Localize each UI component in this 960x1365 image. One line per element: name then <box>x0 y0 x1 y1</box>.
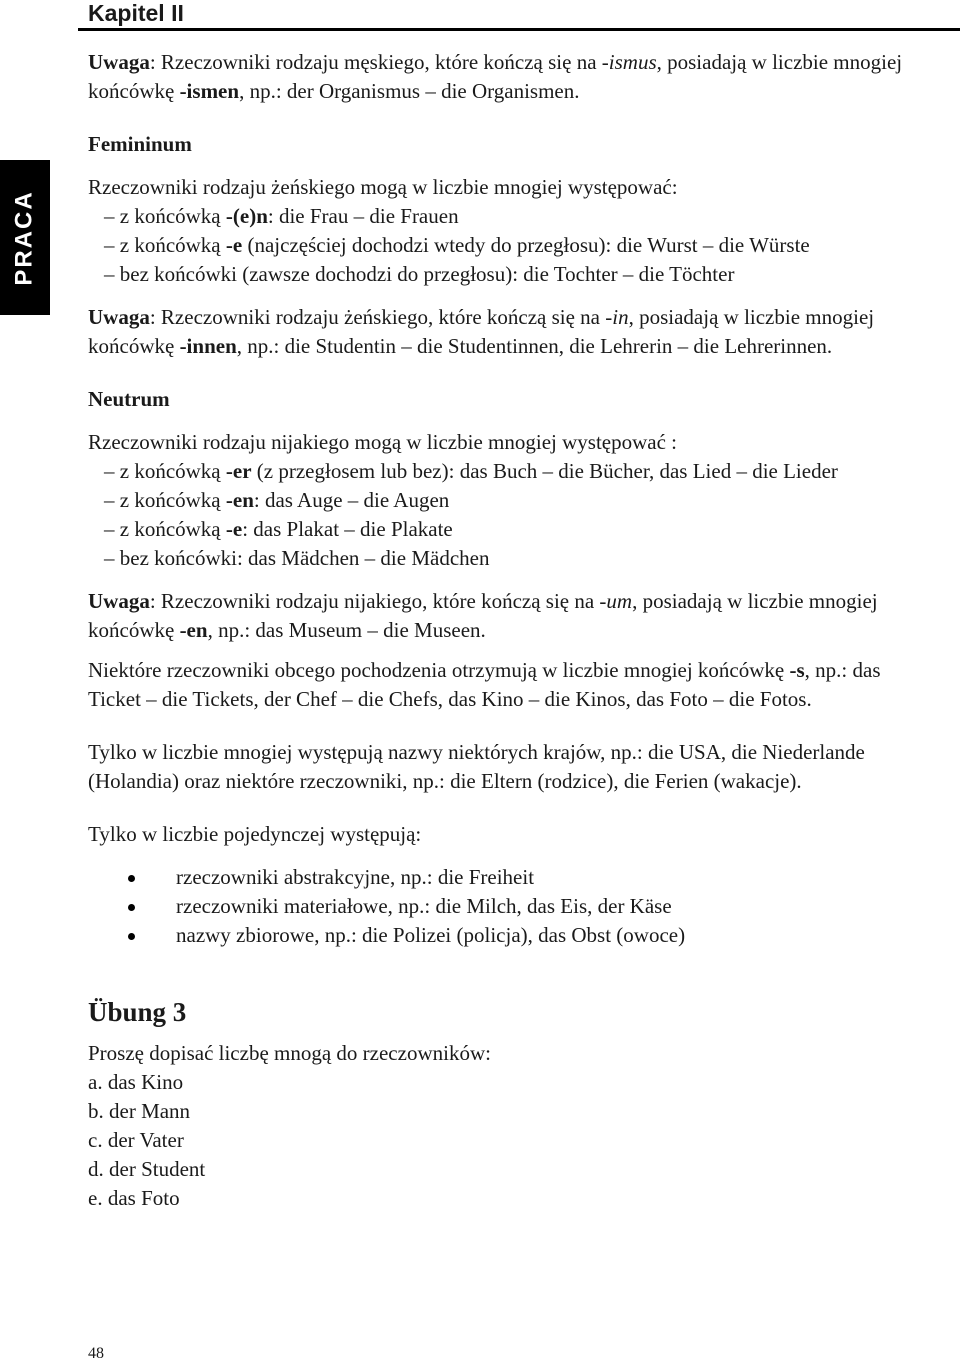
neuter-note: Uwaga: Rzeczowniki rodzaju nijakiego, które kończą się na -um, posiadają w liczbie mnogiej końcówkę -en, np.: das Museum – die Museen. <box>88 589 878 642</box>
masculine-note: Uwaga: Rzeczowniki rodzaju męskiego, które kończą się na -ismus, posiadają w liczbie mnogiej końcówkę -ismen, np.: der Organismus – die Organismen. <box>88 50 903 103</box>
note-label: Uwaga <box>88 50 150 74</box>
singular-only-list <box>88 863 933 950</box>
exercise-item: d. der Student <box>88 1157 206 1181</box>
feminine-note: Uwaga: Rzeczowniki rodzaju żeńskiego, które kończą się na -in, posiadają w liczbie mnogiej końcówkę -innen, np.: die Studentin – die Studentinnen, die Lehrerin – die Lehrerinnen. <box>88 305 875 358</box>
neutrum-intro: Rzeczowniki rodzaju nijakiego mogą w liczbie mnogiej występować : <box>88 430 677 454</box>
section-side-tab <box>0 160 50 315</box>
bullet-item: rzeczowniki materiałowe, np.: die Milch, das Eis, der Käse <box>88 892 933 921</box>
singular-only-intro: Tylko w liczbie pojedynczej występują: <box>88 822 422 846</box>
exercise-item: e. das Foto <box>88 1186 180 1210</box>
list-item: – z końcówką -en: das Auge – die Augen <box>104 488 450 512</box>
list-item: – z końcówką -e: das Plakat – die Plakate <box>104 517 453 541</box>
bullet-icon <box>128 933 135 940</box>
exercise-title: Übung 3 <box>88 997 187 1027</box>
header-rule <box>78 28 960 31</box>
side-tab-label: PRACA <box>11 189 38 286</box>
femininum-intro: Rzeczowniki rodzaju żeńskiego mogą w liczbie mnogiej występować: <box>88 175 678 199</box>
exercise-item: b. der Mann <box>88 1099 191 1123</box>
foreign-words-paragraph: Niektóre rzeczowniki obcego pochodzenia otrzymują w liczbie mnogiej końcówkę -s, np.: das Ticket – die Tickets, der Chef – die Chefs, das Kino – die Kinos, das Foto – die Fotos. <box>88 658 881 711</box>
list-item: – z końcówką -e (najczęściej dochodzi wtedy do przegłosu): die Wurst – die Würste <box>104 233 810 257</box>
bullet-icon <box>128 875 135 882</box>
exercise-item: a. das Kino <box>88 1070 184 1094</box>
exercise-item: c. der Vater <box>88 1128 184 1152</box>
page-content <box>88 48 933 1213</box>
note-label: Uwaga <box>88 305 150 329</box>
list-item: – bez końcówki: das Mädchen – die Mädchen <box>104 546 490 570</box>
exercise-instruction: Proszę dopisać liczbę mnogą do rzeczowników: <box>88 1041 491 1065</box>
neutrum-heading: Neutrum <box>88 387 170 411</box>
plural-only-paragraph: Tylko w liczbie mnogiej występują nazwy niektórych krajów, np.: die USA, die Niederlande (Holandia) oraz niektóre rzeczowniki, np.: die Eltern (rodzice), die Ferien (wakacje). <box>88 740 865 793</box>
list-item: – z końcówką -er (z przegłosem lub bez): das Buch – die Bücher, das Lied – die Lieder <box>104 459 838 483</box>
list-item: – z końcówką -(e)n: die Frau – die Frauen <box>104 204 459 228</box>
page-number: 48 <box>88 1345 104 1362</box>
bullet-item: nazwy zbiorowe, np.: die Polizei (policja), das Obst (owoce) <box>88 921 933 950</box>
note-label: Uwaga <box>88 589 150 613</box>
bullet-icon <box>128 904 135 911</box>
chapter-title: Kapitel II <box>88 0 184 26</box>
list-item: – bez końcówki (zawsze dochodzi do przegłosu): die Tochter – die Töchter <box>104 262 735 286</box>
femininum-heading: Femininum <box>88 132 192 156</box>
bullet-item: rzeczowniki abstrakcyjne, np.: die Freiheit <box>88 863 933 892</box>
